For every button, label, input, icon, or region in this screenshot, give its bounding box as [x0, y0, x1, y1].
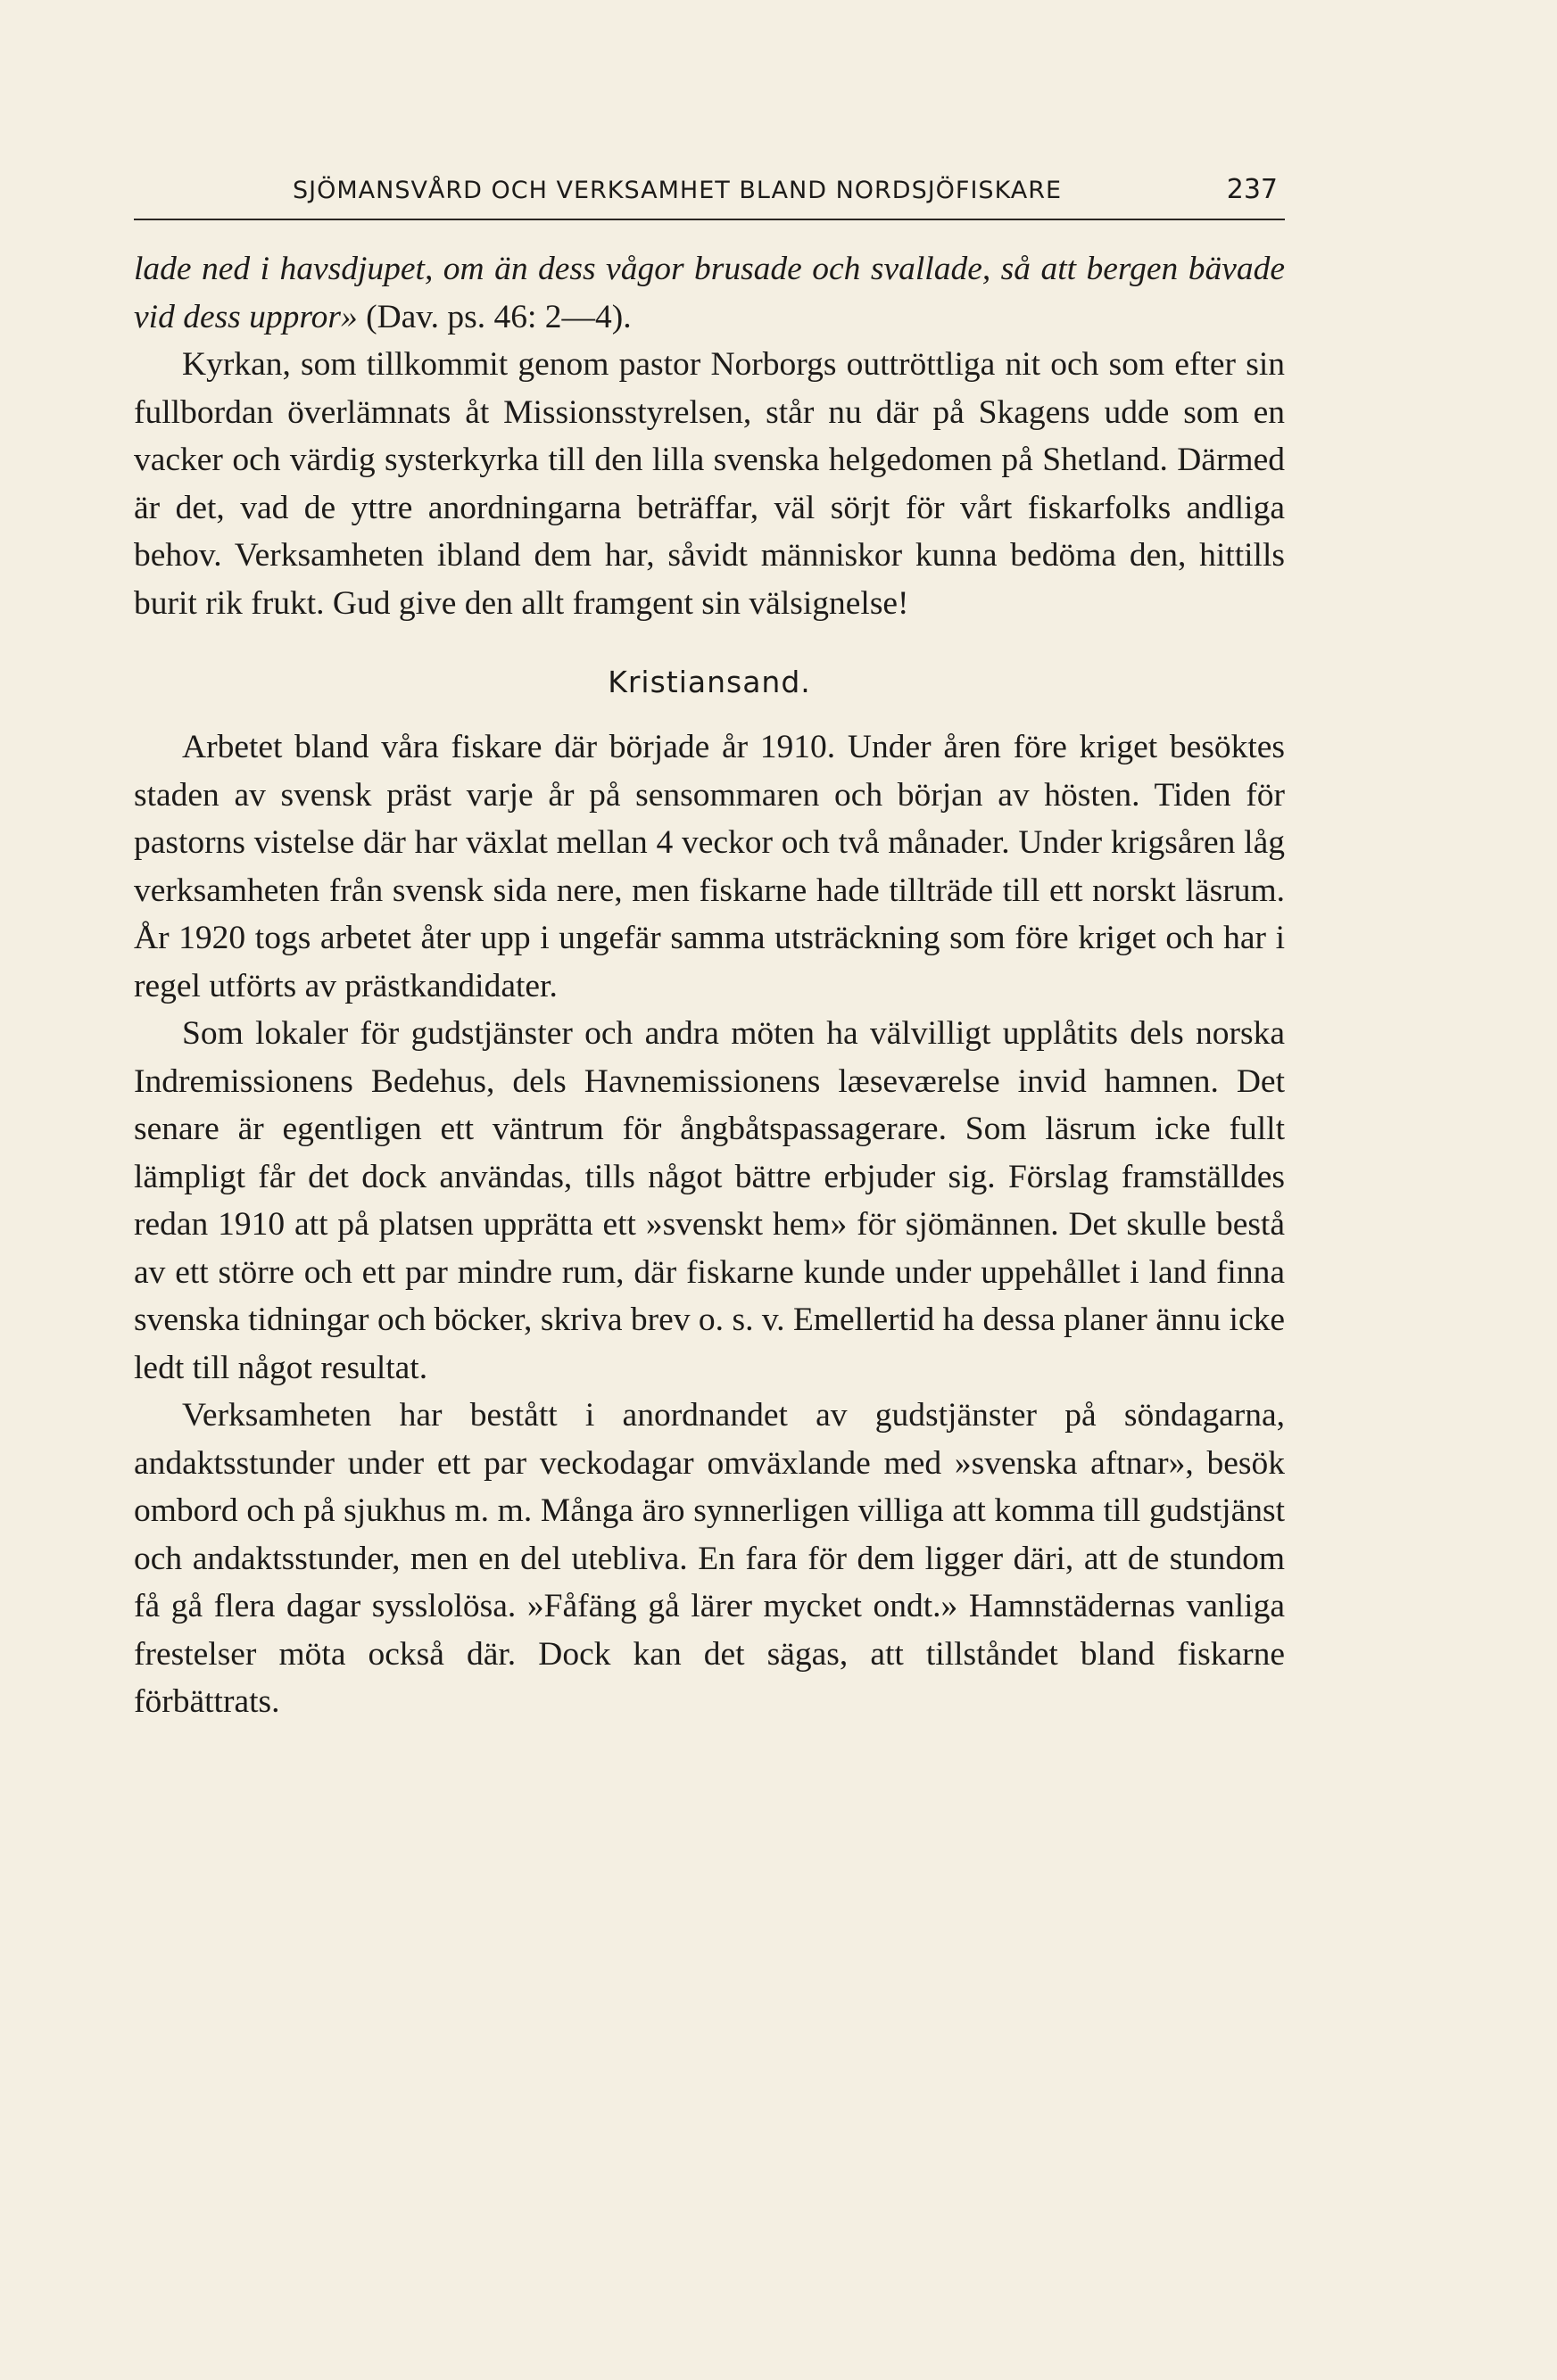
running-header	[134, 174, 1285, 220]
paragraph: Verksamheten har bestått i anordnandet av gudstjänster på söndagarna, andaktsstunder under ett par veckodagar omväxlande med »svenska aftnar», besök ombord och på sjukhus m. m. Många äro synnerligen villiga att komma till gudstjänst och andaktsstunder, men en del utebliva. En fara för dem ligger däri, att de stundom få gå flera dagar sysslolösa. »Fåfäng gå lärer mycket ondt.» Hamnstädernas vanliga frestelser möta också där. Dock kan det sägas, att tillståndet bland fiskarne förbättrats.	[134, 1397, 1285, 1720]
paragraph-skagen-church: Kyrkan, som tillkommit genom pastor Norborgs outtröttliga nit och som efter sin fullbordan överlämnats åt Missionsstyrelsen, står nu där på Skagens udde som en vacker och värdig systerkyrka till den lilla svenska helgedomen på Shetland. Därmed är det, vad de yttre anordningarna beträffar, väl sörjt för vårt fiskarfolks andliga behov. Verksamheten ibland dem har, såvidt människor kunna bedöma den, hittills burit rik frukt. Gud give den allt framgent sin välsignelse!	[134, 346, 1285, 622]
book-page	[134, 174, 1285, 1726]
section-heading: Kristiansand.	[608, 665, 811, 699]
page-number: 237	[1226, 174, 1278, 205]
body-text	[134, 245, 1285, 1726]
quote-continuation	[134, 245, 1285, 341]
psalm-quote: lade ned i havsdjupet, om än dess vågor brusade och svallade, så att bergen bävade vid dess uppror»	[134, 251, 1285, 335]
header-title: SJÖMANSVÅRD OCH VERKSAMHET BLAND NORDSJÖFISKARE	[293, 177, 1063, 204]
paragraph: Arbetet bland våra fiskare där började år 1910. Under åren före kriget besöktes staden av svensk präst varje år på sensommaren och början av hösten. Tiden för pastorns vistelse där har växlat mellan 4 veckor och två månader. Under krigsåren låg verksamheten från svensk sida nere, men fiskarne hade tillträde till ett norskt läsrum. År 1920 togs arbetet åter upp i ungefär samma utsträckning som före kriget och har i regel utförts av prästkandidater.	[134, 729, 1285, 1004]
paragraph: Som lokaler för gudstjänster och andra möten ha välvilligt upplåtits dels norska Indremissionens Bedehus, dels Havnemissionens læseværelse invid hamnen. Det senare är egentligen ett väntrum för ångbåtspassagerare. Som läsrum icke fullt lämpligt får det dock användas, tills något bättre erbjuder sig. Förslag framställdes redan 1910 att på platsen upprätta ett »svenskt hem» för sjömännen. Det skulle bestå av ett större och ett par mindre rum, där fiskarne kunde under uppehållet i land finna svenska tidningar och böcker, skriva brev o. s. v. Emellertid ha dessa planer ännu icke ledt till något resultat.	[134, 1015, 1285, 1386]
psalm-reference: (Dav. ps. 46: 2—4).	[357, 298, 632, 335]
